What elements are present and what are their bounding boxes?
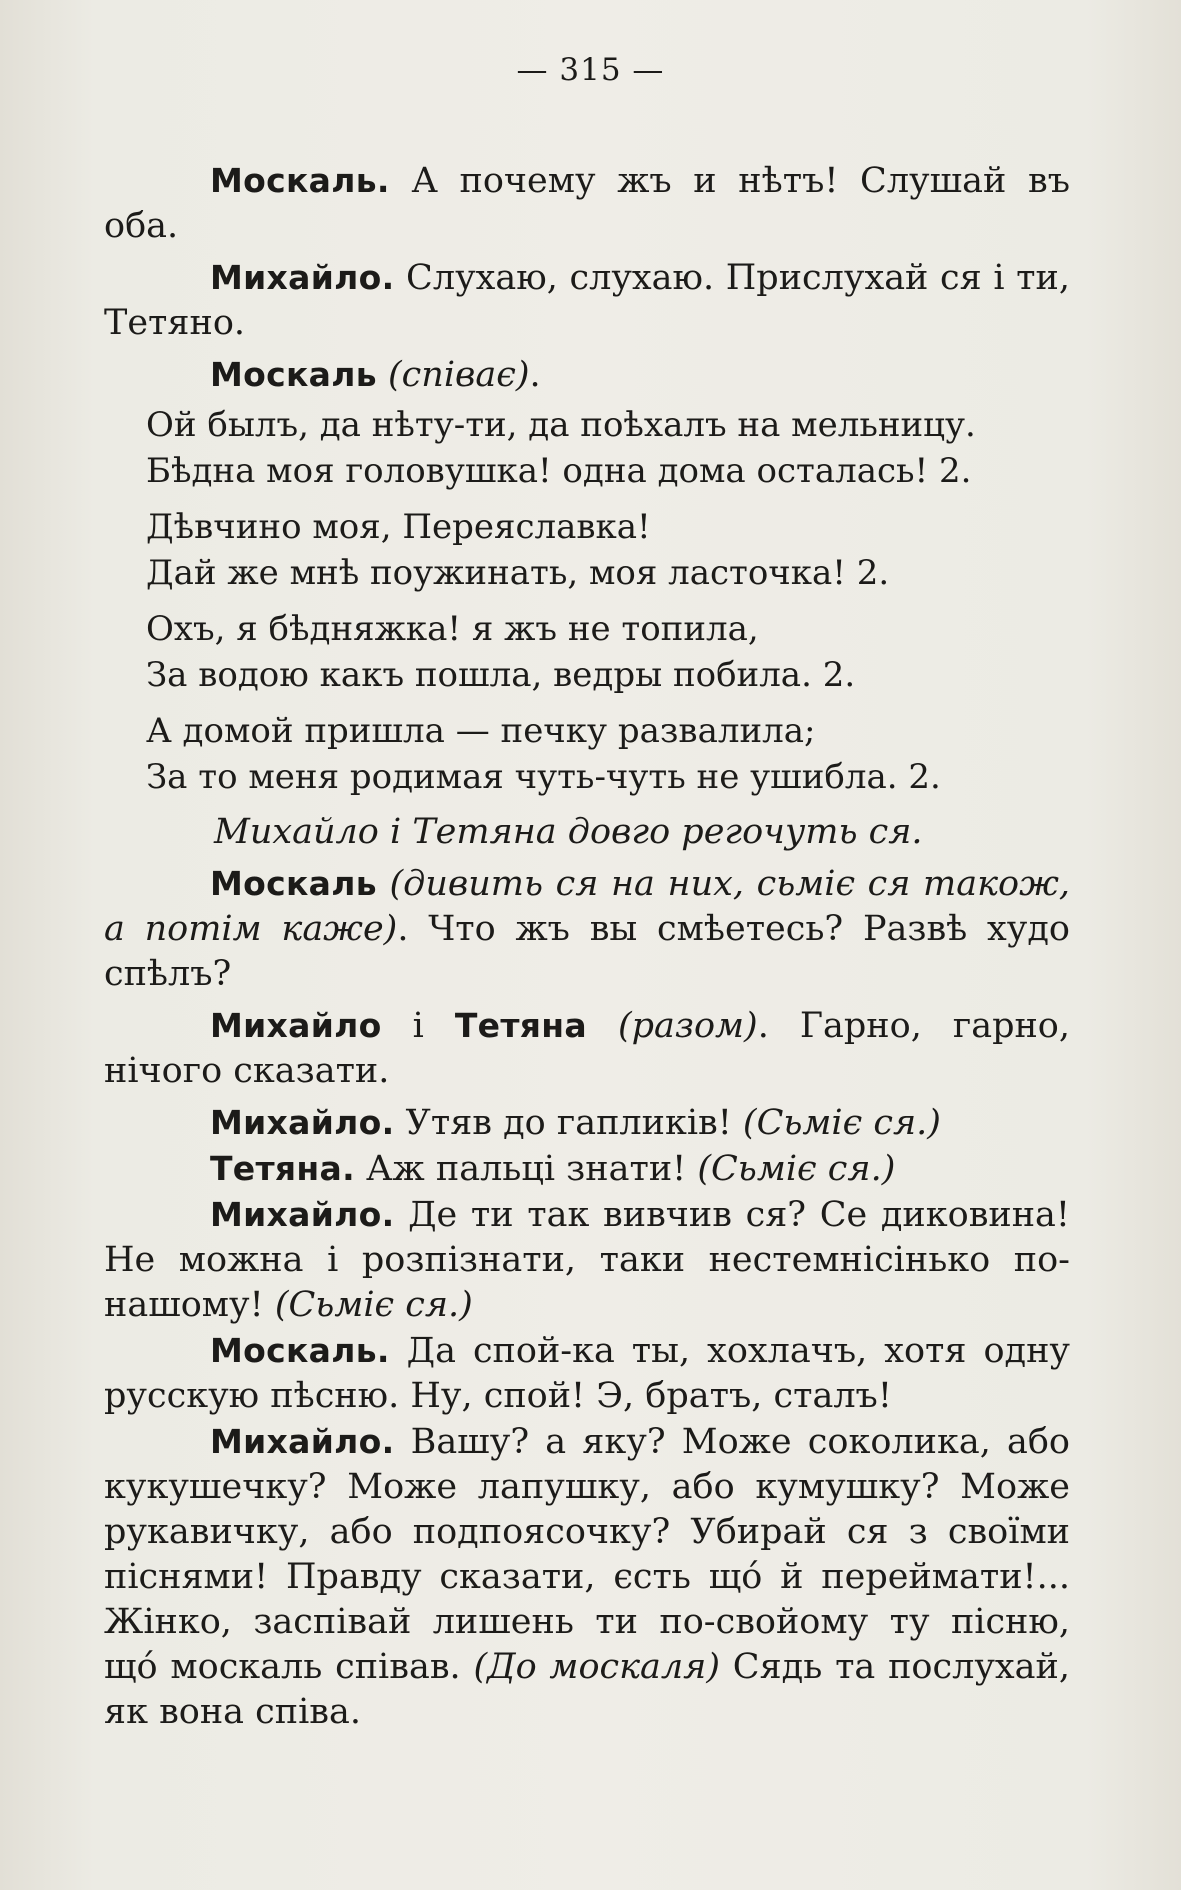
speech-text: Вашу? а яку? Може соколика, або кукушечку? Може лапушку, або кумушку? Може рукавичку, або подпоясочку? Убирай ся з своїми піснями! Правду сказати, єсть щó й переймати!... Жінко, заспівай лишень ти по-свойому ту пісню, щó москаль співав. bbox=[104, 1422, 1070, 1687]
speaker-name: Москаль. bbox=[210, 161, 390, 200]
song-stanza bbox=[146, 504, 1070, 596]
stage-direction: (До москаля) bbox=[473, 1647, 721, 1687]
song-line: Дѣвчино моя, Переяславка! bbox=[146, 507, 651, 547]
song-line: А домой пришла — печку развалила; bbox=[146, 711, 816, 751]
song-line: За то меня родимая чуть-чуть не ушибла. 2. bbox=[146, 757, 941, 797]
paragraph bbox=[104, 255, 1070, 346]
speaker-name: Михайло bbox=[210, 1006, 382, 1045]
speech-text: . bbox=[529, 355, 541, 395]
speech-text: . Что жъ вы смѣетесь? Развѣ худо спѣлъ? bbox=[104, 909, 1070, 994]
speaker-name: Москаль. bbox=[210, 1331, 390, 1370]
speaker-conjunction: і bbox=[381, 1006, 455, 1046]
speech-text: Утяв до гапликів! bbox=[394, 1103, 743, 1143]
song-stanza bbox=[146, 708, 1070, 800]
page-text bbox=[104, 158, 1070, 1735]
song-stanza bbox=[146, 402, 1070, 494]
song-line: Ой былъ, да нѣту-ти, да поѣхалъ на мельницу. bbox=[146, 405, 976, 445]
page-number: — 315 — bbox=[516, 52, 665, 88]
paragraph bbox=[104, 861, 1070, 997]
speaker-name: Тетяна. bbox=[210, 1149, 355, 1188]
speech-text: А почему жъ и нѣтъ! Слушай въ оба. bbox=[104, 161, 1070, 246]
song-verses bbox=[146, 402, 1070, 800]
speech-text: Слухаю, слухаю. Прислухай ся і ти, Тетяно. bbox=[104, 258, 1070, 343]
song-line: За водою какъ пошла, ведры побила. 2. bbox=[146, 655, 856, 695]
speech-text: Да спой-ка ты, хохлачъ, хотя одну русскую пѣсню. Ну, спой! Э, братъ, сталъ! bbox=[104, 1331, 1070, 1416]
stage-direction-line: Михайло і Тетяна довго регочуть ся. bbox=[214, 812, 923, 852]
stage-direction: (Сьміє ся.) bbox=[742, 1103, 941, 1143]
paragraph bbox=[104, 1192, 1070, 1328]
stage-direction: (Сьміє ся.) bbox=[274, 1285, 473, 1325]
paragraph bbox=[104, 1419, 1070, 1735]
stage-direction: (співає) bbox=[388, 355, 530, 395]
speaker-name: Михайло. bbox=[210, 1422, 395, 1461]
speaker-name: Тетяна bbox=[454, 1006, 587, 1045]
song-line: Охъ, я бѣдняжка! я жъ не топила, bbox=[146, 609, 759, 649]
speaker-name: Москаль bbox=[210, 355, 377, 394]
song-line: Бѣдна моя головушка! одна дома осталась! 2. bbox=[146, 451, 972, 491]
stage-direction: (разом) bbox=[617, 1006, 758, 1046]
stage-direction: (Сьміє ся.) bbox=[697, 1149, 896, 1189]
speaker-name: Михайло. bbox=[210, 1103, 395, 1142]
paragraph bbox=[104, 1146, 1070, 1192]
speech-text: . Гарно, гарно, нічого сказати. bbox=[104, 1006, 1070, 1091]
speech-text: Сядь та послухай, як вона співа. bbox=[104, 1647, 1070, 1732]
speaker-name: Михайло. bbox=[210, 258, 395, 297]
paragraph bbox=[104, 1100, 1070, 1146]
paragraph bbox=[104, 1003, 1070, 1094]
speaker-name: Михайло. bbox=[210, 1195, 395, 1234]
speech-text: Де ти так вивчив ся? Се диковина! Не можна і розпізнати, таки нестемнісінько по-нашому! bbox=[104, 1195, 1070, 1325]
speech-text: Аж пальці знати! bbox=[354, 1149, 698, 1189]
paragraph bbox=[104, 158, 1070, 249]
paragraph bbox=[104, 352, 1070, 398]
song-stanza bbox=[146, 606, 1070, 698]
song-line: Дай же мнѣ поужинать, моя ласточка! 2. bbox=[146, 553, 890, 593]
speaker-name: Москаль bbox=[210, 864, 377, 903]
paragraph bbox=[104, 1328, 1070, 1419]
stage-direction: (дивить ся на них, сьміє ся також, а потім каже) bbox=[104, 864, 1070, 949]
